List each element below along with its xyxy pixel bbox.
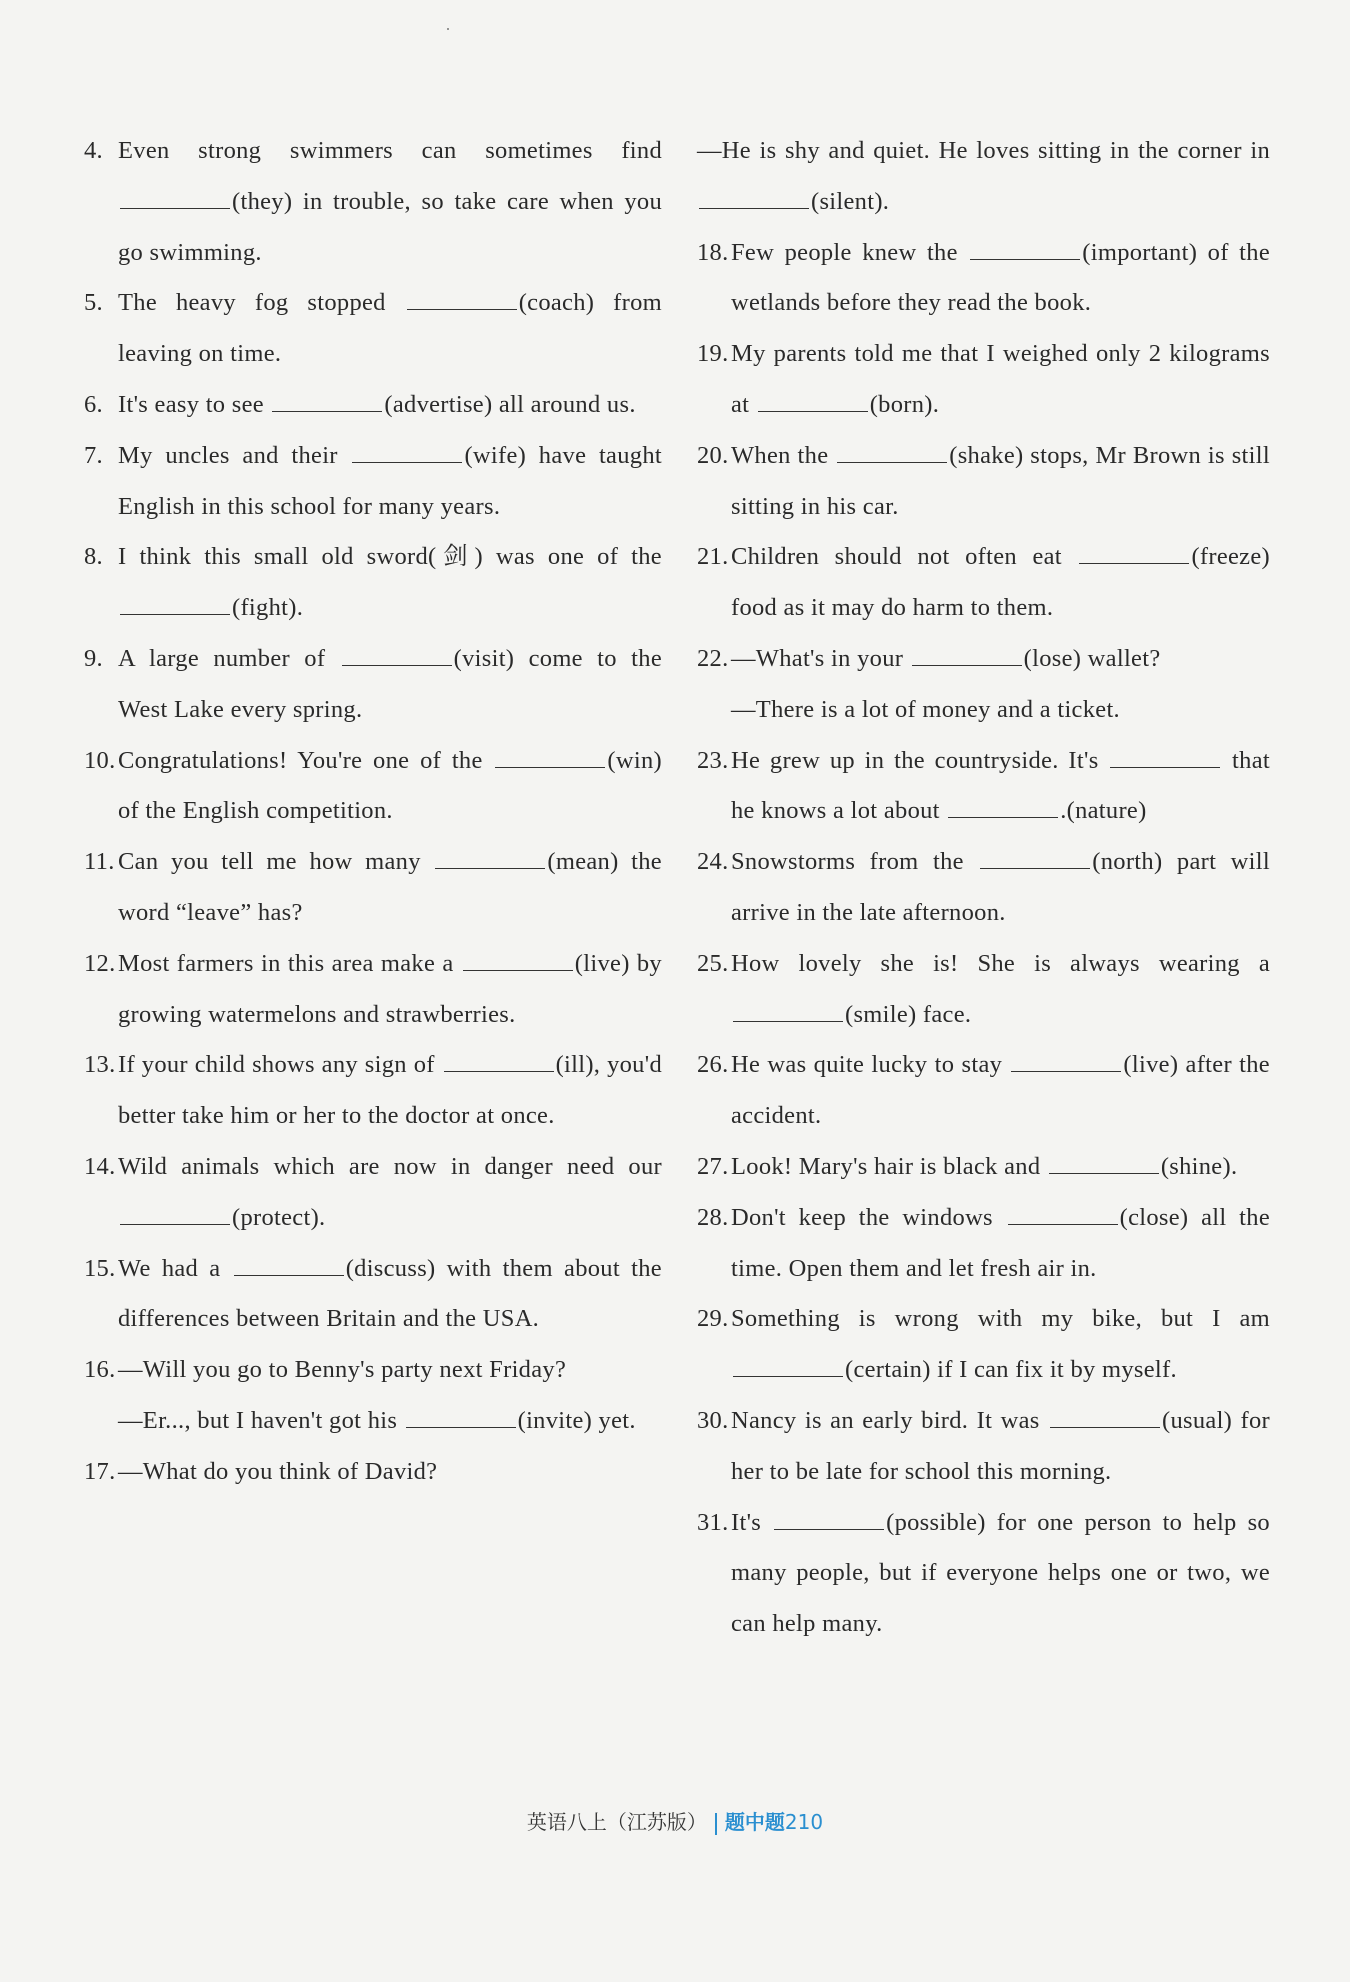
answer-blank[interactable] (774, 1499, 884, 1530)
question-body (731, 329, 1270, 431)
answer-blank[interactable] (970, 229, 1080, 260)
question-text: (freeze) food as it may do harm to them. (731, 543, 1270, 622)
question-text: (win) of the English competition. (118, 746, 662, 825)
question-text: Children should not often eat (731, 543, 1078, 571)
question-text: —Will you go to Benny's party next Friday? (118, 1356, 567, 1384)
question-body (118, 1040, 662, 1142)
question-number: 17. (84, 1457, 116, 1485)
question-number: 15. (84, 1254, 116, 1282)
question-body (118, 634, 662, 736)
answer-blank[interactable] (342, 635, 452, 666)
question-item (697, 228, 1270, 330)
question-body (731, 1040, 1270, 1142)
question-text: Few people knew the (731, 238, 969, 266)
question-body (731, 431, 1270, 533)
right-column (697, 126, 1270, 1650)
question-item (84, 1142, 662, 1244)
question-item (84, 736, 662, 838)
scan-speck (447, 28, 449, 30)
question-item (84, 1345, 662, 1396)
question-text: —What do you think of David? (118, 1457, 438, 1485)
question-item (84, 1244, 662, 1346)
question-body (118, 1142, 662, 1244)
question-number: 26. (697, 1051, 729, 1079)
question-body (731, 1142, 1270, 1193)
question-text: (certain) if I can fix it by myself. (845, 1356, 1177, 1384)
answer-blank[interactable] (1049, 1143, 1159, 1174)
question-item (697, 1142, 1270, 1193)
question-text: —Er..., but I haven't got his (118, 1406, 404, 1434)
question-body (731, 736, 1270, 838)
question-body (118, 431, 662, 533)
question-text: (they) in trouble, so take care when you go swimming. (118, 187, 662, 266)
question-text: (close) all the time. Open them and let fresh air in. (731, 1203, 1270, 1282)
question-text: When the (731, 441, 836, 469)
question-text: (fight). (232, 594, 304, 622)
answer-blank[interactable] (272, 381, 382, 412)
question-text: How lovely she is! She is always wearing a (731, 949, 1270, 977)
question-body (118, 736, 662, 838)
question-number: 31. (697, 1508, 729, 1536)
question-number: 7. (84, 441, 103, 469)
answer-blank[interactable] (120, 178, 230, 209)
question-text: (visit) come to the West Lake every spring. (118, 644, 662, 723)
question-text: Look! Mary's hair is black and (731, 1152, 1047, 1180)
question-text: Even strong swimmers can sometimes find (118, 137, 662, 164)
question-text: (discuss) with them about the differences between Britain and the USA. (118, 1254, 662, 1333)
question-body (118, 1447, 662, 1498)
question-text: (invite) yet. (517, 1406, 636, 1434)
question-number: 11. (84, 848, 115, 876)
question-text: We had a (118, 1254, 232, 1282)
question-number: 8. (84, 543, 103, 571)
question-body (731, 1294, 1270, 1396)
question-text: (lose) wallet? (1023, 644, 1161, 672)
question-number: 12. (84, 949, 116, 977)
answer-blank[interactable] (758, 381, 868, 412)
question-text: (mean) the word “leave” has? (118, 848, 662, 926)
question-text: He grew up in the countryside. It's (731, 746, 1109, 774)
question-number: 14. (84, 1152, 116, 1180)
answer-blank[interactable] (733, 991, 843, 1022)
question-body (118, 278, 662, 380)
question-number: 24. (697, 848, 729, 876)
question-number: 22. (697, 644, 729, 672)
question-body (731, 634, 1270, 685)
question-item (84, 939, 662, 1041)
question-body (731, 532, 1270, 634)
question-text: —There is a lot of money and a ticket. (731, 695, 1120, 723)
question-text: Something is wrong with my bike, but I am (731, 1305, 1270, 1333)
question-text: (silent). (811, 187, 890, 215)
question-item (84, 278, 662, 380)
question-text: It's (731, 1508, 773, 1536)
footer-book-title: 英语八上（江苏版） (526, 1810, 707, 1834)
question-body (731, 837, 1270, 939)
question-text: (possible) for one person to help so many people, but if everyone helps one or two, we can help many. (731, 1508, 1270, 1638)
answer-blank[interactable] (699, 178, 809, 209)
question-text: —He is shy and quiet. He loves sitting in the corner in (697, 137, 1270, 164)
question-item (697, 1396, 1270, 1498)
question-body (118, 837, 662, 939)
question-text: Wild animals which are now in danger need our (118, 1152, 662, 1180)
answer-blank[interactable] (234, 1245, 344, 1276)
question-body (731, 1193, 1270, 1295)
question-text: A large number of (118, 644, 340, 672)
question-item (84, 634, 662, 736)
question-body (118, 1244, 662, 1346)
question-text: If your child shows any sign of (118, 1051, 442, 1079)
question-text: (shake) stops, Mr Brown is still sitting in his car. (731, 441, 1270, 520)
question-item (697, 1193, 1270, 1295)
question-body (118, 126, 662, 278)
question-continuation (84, 1396, 662, 1447)
question-item (84, 380, 662, 431)
footer-divider (715, 1813, 717, 1835)
question-text: (protect). (232, 1203, 326, 1231)
question-item (84, 837, 662, 939)
question-text: He was quite lucky to stay (731, 1051, 1010, 1079)
left-column (84, 126, 662, 1498)
answer-blank[interactable] (463, 940, 573, 971)
question-number: 28. (697, 1203, 729, 1231)
question-text: (smile) face. (845, 1000, 972, 1028)
question-number: 27. (697, 1152, 729, 1180)
question-body (731, 1498, 1270, 1650)
question-item (697, 1040, 1270, 1142)
question-number: 18. (697, 238, 729, 266)
question-text: I think this small old sword(剑) was one of the (118, 543, 662, 571)
question-item (84, 1447, 662, 1498)
question-number: 23. (697, 746, 729, 774)
question-text: (coach) from leaving on time. (118, 289, 663, 368)
question-item (697, 1498, 1270, 1650)
answer-blank[interactable] (1079, 533, 1189, 564)
question-text: (north) part will arrive in the late afternoon. (731, 848, 1270, 926)
question-item (697, 736, 1270, 838)
page-footer (0, 1806, 1350, 1835)
question-item (84, 431, 662, 533)
question-number: 21. (697, 543, 729, 571)
question-text: (shine). (1160, 1152, 1238, 1180)
question-item (697, 837, 1270, 939)
question-text: (ill), you'd better take him or her to the doctor at once. (118, 1051, 662, 1130)
question-text: It's easy to see (118, 390, 271, 418)
question-body (697, 126, 1270, 228)
question-text: —What's in your (731, 644, 910, 672)
answer-blank[interactable] (948, 787, 1058, 818)
question-text: .(nature) (1060, 797, 1147, 825)
question-number: 25. (697, 949, 729, 977)
question-number: 29. (697, 1305, 729, 1333)
answer-blank[interactable] (837, 432, 947, 463)
answer-blank[interactable] (1110, 737, 1220, 768)
question-number: 20. (697, 441, 729, 469)
question-number: 10. (84, 746, 116, 774)
question-item (697, 431, 1270, 533)
question-item (697, 634, 1270, 685)
question-number: 19. (697, 340, 729, 368)
answer-blank[interactable] (406, 1397, 516, 1428)
question-number: 13. (84, 1051, 116, 1079)
question-text: that he knows a lot about (731, 746, 1270, 825)
question-body (731, 1396, 1270, 1498)
question-item (697, 126, 1270, 228)
answer-blank[interactable] (495, 737, 605, 768)
answer-blank[interactable] (407, 279, 517, 310)
question-text: Don't keep the windows (731, 1203, 1006, 1231)
answer-blank[interactable] (352, 432, 462, 463)
question-text: Nancy is an early bird. It was (731, 1406, 1048, 1434)
question-text: The heavy fog stopped (118, 289, 405, 317)
answer-blank[interactable] (733, 1346, 843, 1377)
question-text: (live) by growing watermelons and strawberries. (118, 949, 662, 1028)
question-body (118, 1345, 662, 1396)
question-text: Congratulations! You're one of the (118, 746, 494, 774)
question-item (84, 532, 662, 634)
answer-blank[interactable] (444, 1041, 554, 1072)
answer-blank[interactable] (1050, 1397, 1160, 1428)
question-item (697, 329, 1270, 431)
answer-blank[interactable] (120, 584, 230, 615)
question-body (118, 532, 662, 634)
question-text: My uncles and their (118, 441, 351, 469)
question-number: 6. (84, 390, 103, 418)
question-number: 5. (84, 289, 103, 317)
question-body (731, 939, 1270, 1041)
page-number: 210 (784, 1810, 824, 1834)
question-number: 16. (84, 1356, 116, 1384)
question-item (697, 939, 1270, 1041)
question-text: (live) after the accident. (731, 1051, 1270, 1130)
question-body (118, 380, 662, 431)
question-text: (advertise) all around us. (384, 390, 636, 418)
answer-blank[interactable] (435, 838, 545, 869)
question-body (118, 939, 662, 1041)
question-body (731, 228, 1270, 330)
question-text: (usual) for her to be late for school this morning. (731, 1406, 1270, 1485)
answer-blank[interactable] (1008, 1194, 1118, 1225)
question-text: Most farmers in this area make a (118, 949, 461, 977)
question-text: Can you tell me how many (118, 848, 434, 876)
question-item (84, 1040, 662, 1142)
question-text: My parents told me that I weighed only 2 kilograms at (731, 340, 1270, 418)
question-item (84, 126, 662, 278)
question-number: 9. (84, 644, 103, 672)
question-text: (wife) have taught English in this school for many years. (118, 441, 662, 520)
question-continuation (697, 685, 1270, 736)
question-text: (born). (869, 390, 940, 418)
answer-blank[interactable] (1011, 1041, 1121, 1072)
question-item (697, 1294, 1270, 1396)
question-number: 30. (697, 1406, 729, 1434)
question-text: Snowstorms from the (731, 848, 979, 876)
answer-blank[interactable] (980, 838, 1090, 869)
answer-blank[interactable] (120, 1194, 230, 1225)
footer-brand: 题中题 (724, 1810, 785, 1834)
question-number: 4. (84, 137, 103, 164)
question-text: (important) of the wetlands before they read the book. (731, 238, 1270, 317)
question-item (697, 532, 1270, 634)
answer-blank[interactable] (912, 635, 1022, 666)
